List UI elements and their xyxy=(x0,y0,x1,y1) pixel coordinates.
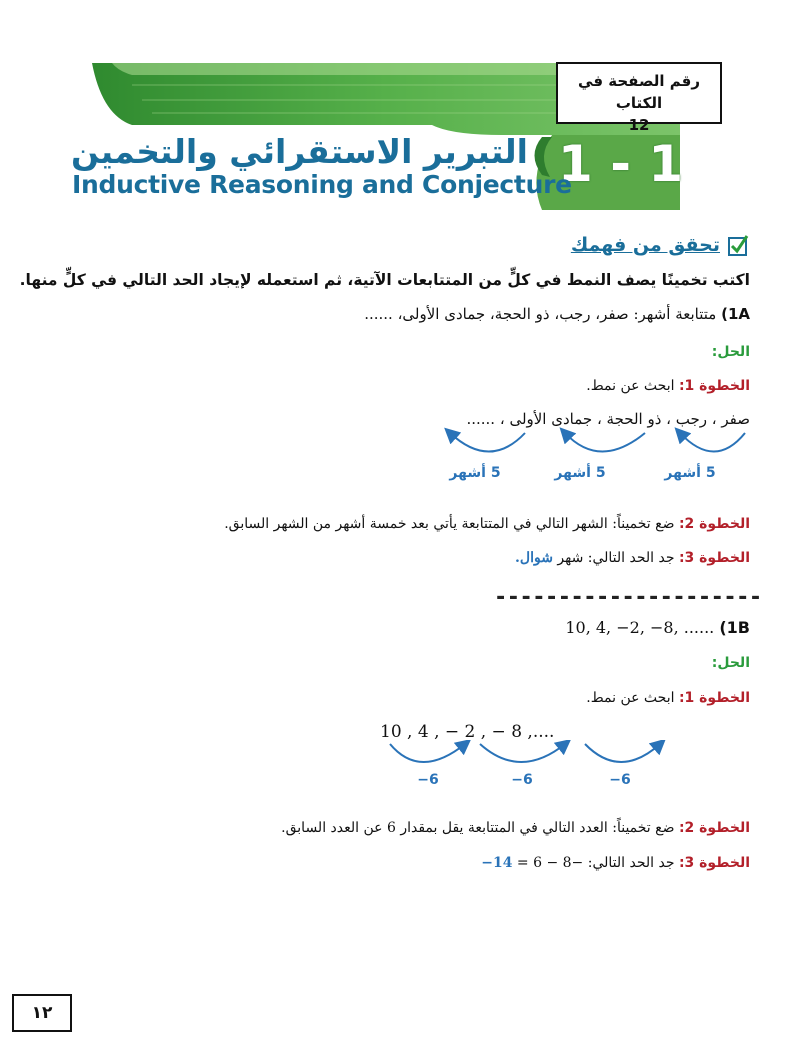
step3-1a-label: الخطوة 3: xyxy=(678,550,750,566)
step1-1a xyxy=(586,378,750,394)
step2-1b-text: ضع تخميناً: العدد التالي في المتتابعة يقل بمقدار 6 عن العدد السابق. xyxy=(281,820,679,836)
check-understanding-heading xyxy=(571,230,750,260)
arc-3 xyxy=(450,433,525,452)
step3-1b-answer: −14 xyxy=(481,855,513,871)
step1-1b-label: الخطوة 1: xyxy=(678,690,750,706)
arc-label-3: 5 أشهر xyxy=(449,465,501,481)
page-reference-number: 12 xyxy=(628,116,650,134)
arc-1 xyxy=(680,433,745,452)
number-sequence: 10 , 4 , − 2 , − 8 ,.... xyxy=(380,722,555,742)
section-divider: --------------------- xyxy=(494,585,762,610)
step3-1b-label: الخطوة 3: xyxy=(678,855,750,871)
arc-b2 xyxy=(480,744,565,762)
question-1b-sequence: 10, 4, −2, −8, ...... xyxy=(565,618,715,637)
instructions: اكتب تخمينًا يصف النمط في كلٍّ من المتتابعات الآتية، ثم استعمله لإيجاد الحد التالي في كلٍّ منها. xyxy=(19,271,750,289)
arc-label-1: 5 أشهر xyxy=(664,465,716,481)
month-arcs xyxy=(400,425,760,485)
arc-label-2: 5 أشهر xyxy=(554,465,606,481)
step1-1b-text: ابحث عن نمط. xyxy=(586,690,679,706)
month-sequence: صفر ، رجب ، ذو الحجة ، جمادى الأولى ، ...... xyxy=(466,410,750,428)
step3-1a-answer: شوال. xyxy=(515,550,553,566)
number-arcs xyxy=(370,740,700,788)
lesson-title-arabic: التبرير الاستقرائي والتخمين xyxy=(70,132,528,171)
page-reference-label: رقم الصفحة في الكتاب xyxy=(578,72,700,112)
step1-1a-text: ابحث عن نمط. xyxy=(586,378,679,394)
arc-b-label-3: −6 xyxy=(609,772,631,788)
solution-label-1a: الحل: xyxy=(711,344,750,360)
lesson-number: 1 - 1 xyxy=(558,135,684,193)
step2-1b xyxy=(281,820,750,836)
question-1b-number: (1B xyxy=(719,618,750,637)
step2-1a xyxy=(224,516,750,532)
step3-1b xyxy=(481,855,750,871)
page-number-box: ١٢ xyxy=(12,994,72,1032)
lesson-title-english: Inductive Reasoning and Conjecture xyxy=(72,170,572,199)
arc-b-label-2: −6 xyxy=(511,772,533,788)
step2-1b-label: الخطوة 2: xyxy=(678,820,750,836)
arc-b1 xyxy=(390,744,465,762)
arc-b-label-1: −6 xyxy=(417,772,439,788)
step3-1a-text: جد الحد التالي: شهر xyxy=(552,550,679,566)
question-1b xyxy=(565,618,750,637)
step2-1a-label: الخطوة 2: xyxy=(678,516,750,532)
checkbox-icon xyxy=(726,233,750,257)
step1-1b xyxy=(586,690,750,706)
solution-label-1b: الحل: xyxy=(711,655,750,671)
step3-1b-text: جد الحد التالي: xyxy=(583,855,679,871)
step3-1b-expression: = 6 − 8− xyxy=(512,855,584,871)
question-1a-text: متتابعة أشهر: صفر، رجب، ذو الحجة، جمادى الأولى، ...... xyxy=(364,305,717,323)
question-1a-number: 1A) xyxy=(721,305,750,323)
page-reference-box xyxy=(556,62,722,134)
check-title: تحقق من فهمك xyxy=(570,234,720,256)
step3-1a xyxy=(515,550,750,566)
arc-2 xyxy=(565,433,645,452)
arc-b3 xyxy=(585,744,660,762)
question-1a xyxy=(364,305,750,323)
step2-1a-text: ضع تخميناً: الشهر التالي في المتتابعة يأتي بعد خمسة أشهر من الشهر السابق. xyxy=(224,516,679,532)
step1-1a-label: الخطوة 1: xyxy=(678,378,750,394)
